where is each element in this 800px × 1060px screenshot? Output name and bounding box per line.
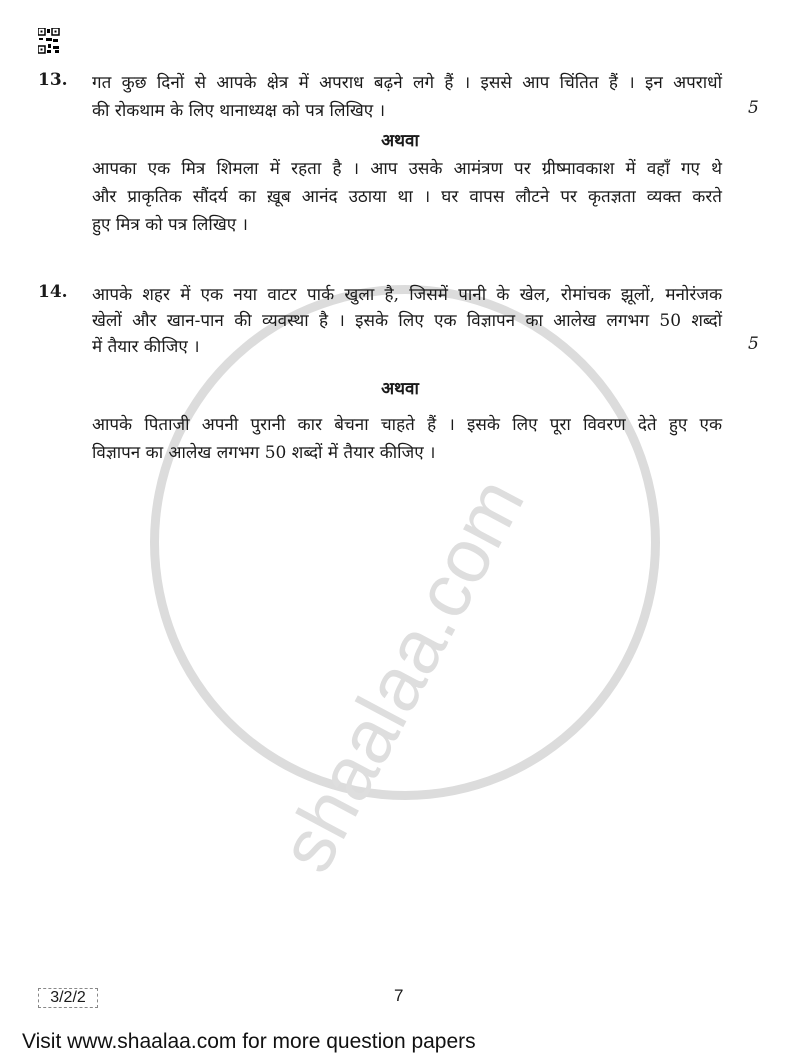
qr-code-icon: [38, 28, 60, 54]
alternative-text: हुए मित्र को पत्र लिखिए ।: [92, 215, 248, 235]
visit-banner: Visit www.shaalaa.com for more question papers: [22, 1030, 476, 1053]
question-number: 13.: [38, 70, 68, 90]
paper-code: 3/2/2: [38, 988, 98, 1008]
alternative-text: विज्ञापन का आलेख लगभग 50 शब्दों में तैयार कीजिए ।: [92, 443, 436, 463]
marks: 5: [748, 98, 759, 118]
watermark-text: shaalaa.com: [263, 464, 541, 886]
question-text: गत कुछ दिनों से आपके क्षेत्र में अपराध बढ़ने लगे हैं । इससे आप चिंतित हैं । इन अपराधों: [92, 73, 722, 93]
question-number: 14.: [38, 282, 68, 302]
question-text: में तैयार कीजिए ।: [92, 337, 200, 357]
question-text: की रोकथाम के लिए थानाध्यक्ष को पत्र लिखिए ।: [92, 101, 386, 121]
question-text: खेलों और खान-पान की व्यवस्था है । इसके लिए एक विज्ञापन का आलेख लगभग 50 शब्दों: [92, 311, 722, 331]
alternative-text: आपका एक मित्र शिमला में रहता है । आप उसके आमंत्रण पर ग्रीष्मावकाश में वहाँ गए थे: [92, 159, 722, 179]
alternative-text: आपके पिताजी अपनी पुरानी कार बेचना चाहते हैं । इसके लिए पूरा विवरण देते हुए एक: [92, 415, 722, 435]
alternative-text: और प्राकृतिक सौंदर्य का ख़ूब आनंद उठाया था । घर वापस लौटने पर कृतज्ञता व्यक्त करते: [92, 187, 722, 207]
or-label: अथवा: [381, 131, 419, 151]
or-label: अथवा: [381, 379, 419, 399]
question-text: आपके शहर में एक नया वाटर पार्क खुला है, जिसमें पानी के खेल, रोमांचक झूलों, मनोरंजक: [92, 285, 722, 305]
page-number: 7: [394, 986, 404, 1005]
marks: 5: [748, 334, 759, 354]
